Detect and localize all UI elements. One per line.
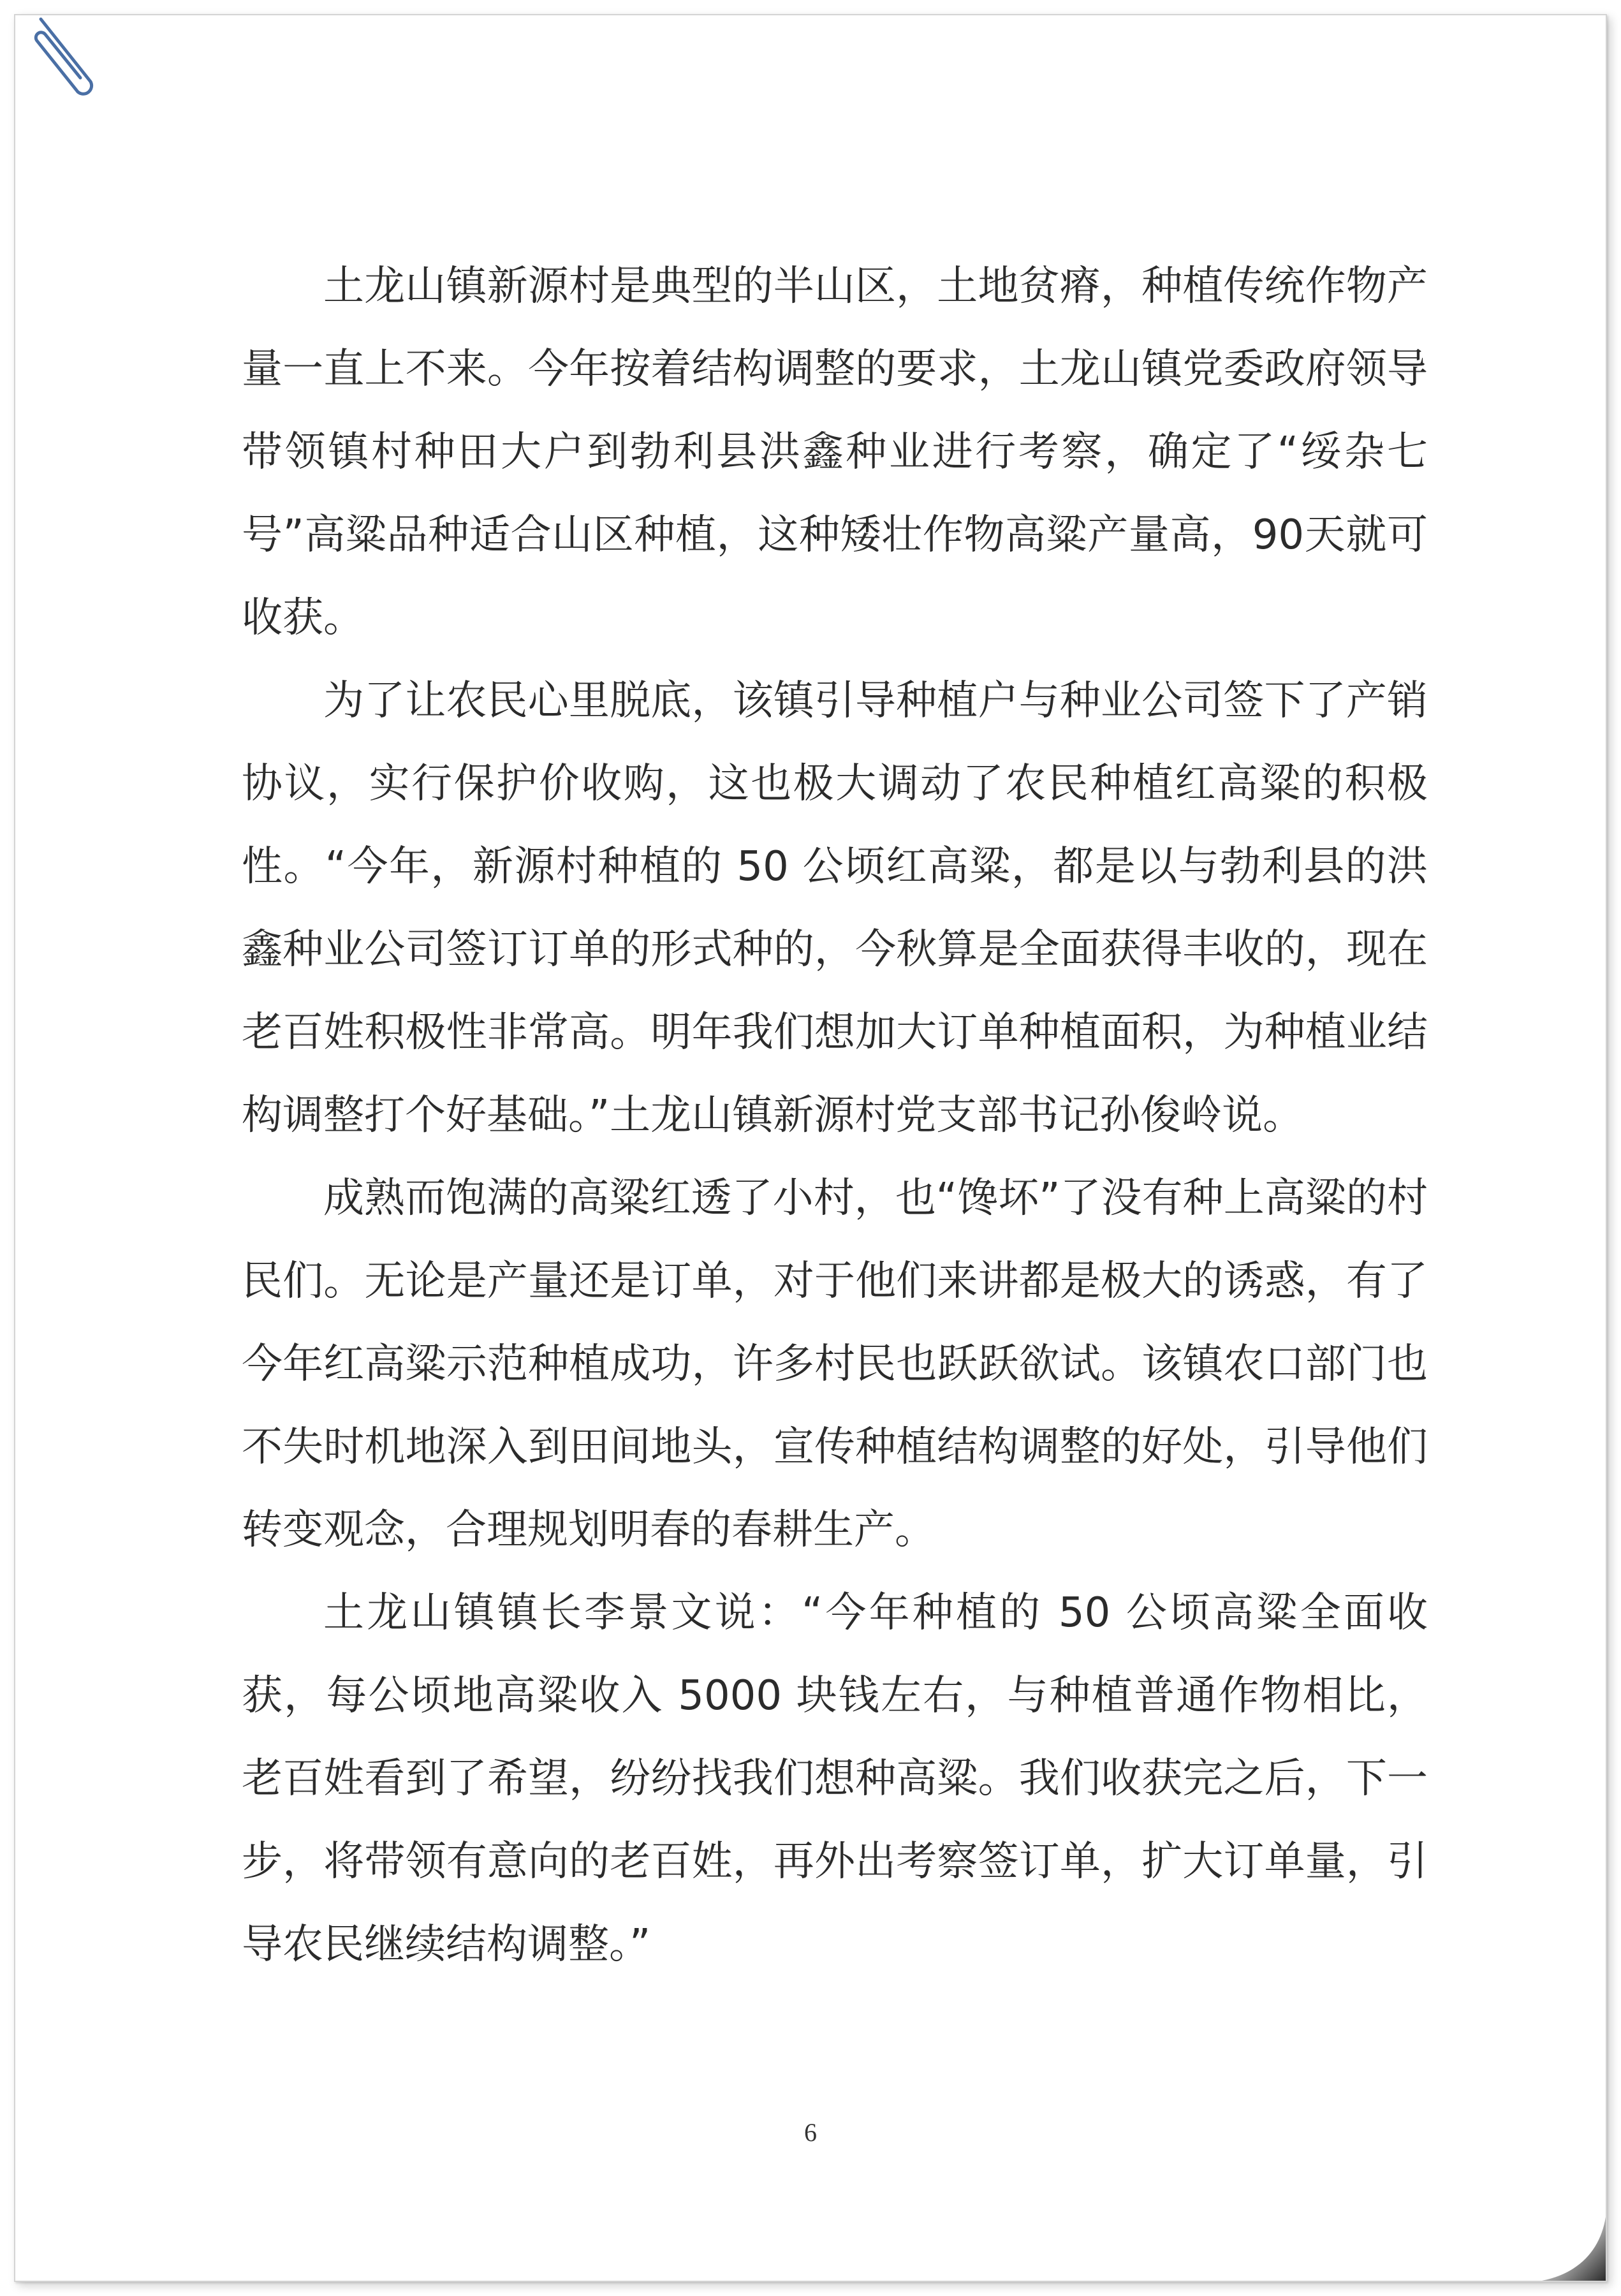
page-number: 6: [804, 2118, 817, 2147]
article-body: [242, 245, 1428, 1986]
paperclip-icon: [28, 15, 105, 98]
paragraph: 土龙山镇镇长李景文说：“今年种植的 50 公顷高粱全面收获，每公顷地高粱收入 5000 块钱左右，与种植普通作物相比，老百姓看到了希望，纷纷找我们想种高粱。我们收获完之后，下一步，将带领有意向的老百姓，再外出考察签订单，扩大订单量，引导农民继续结构调整。”: [242, 1589, 1428, 1968]
paragraph: 成熟而饱满的高粱红透了小村，也“馋坏”了没有种上高粱的村民们。无论是产量还是订单，对于他们来讲都是极大的诱惑，有了今年红高粱示范种植成功，许多村民也跃跃欲试。该镇农口部门也不失时机地深入到田间地头，宣传种植结构调整的好处，引导他们转变观念，合理规划明春的春耕生产。: [242, 1175, 1428, 1554]
document-page: [14, 14, 1607, 2282]
page-curl-icon: [1529, 2204, 1606, 2281]
paragraph: 土龙山镇新源村是典型的半山区，土地贫瘠，种植传统作物产量一直上不来。今年按着结构调整的要求，土龙山镇党委政府领导带领镇村种田大户到勃利县洪鑫种业进行考察，确定了“绥杂七号”高粱品种适合山区种植，这种矮壮作物高粱产量高，90天就可收获。: [242, 263, 1428, 642]
paragraph: 为了让农民心里脱底，该镇引导种植户与种业公司签下了产销协议，实行保护价收购，这也极大调动了农民种植红高粱的积极性。“今年，新源村种植的 50 公顷红高粱，都是以与勃利县的洪鑫种业公司签订订单的形式种的，今秋算是全面获得丰收的，现在老百姓积极性非常高。明年我们想加大订单种植面积，为种植业结构调整打个好基础。”土龙山镇新源村党支部书记孙俊岭说。: [242, 677, 1428, 1139]
